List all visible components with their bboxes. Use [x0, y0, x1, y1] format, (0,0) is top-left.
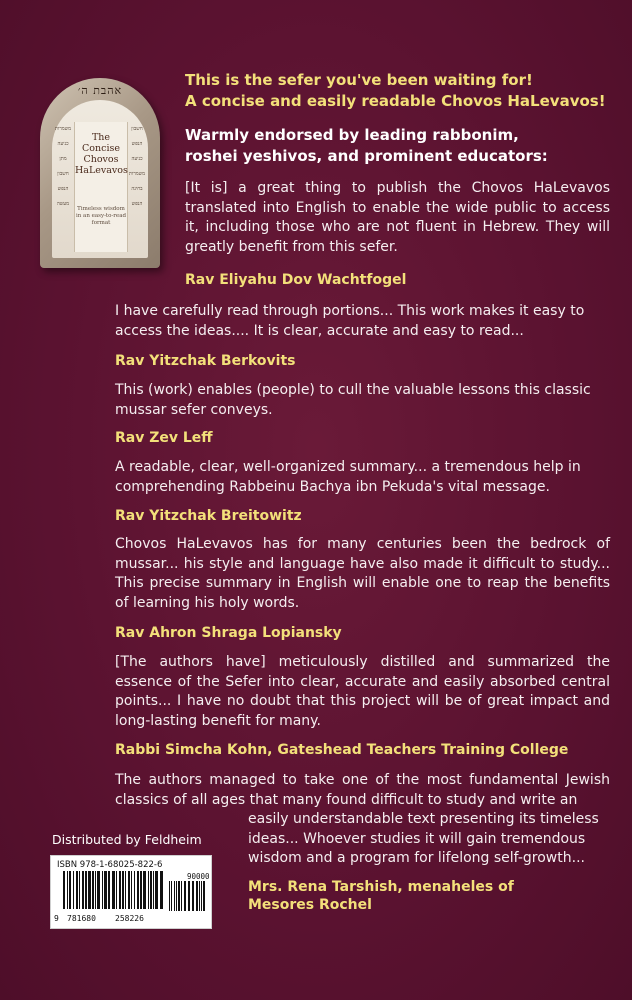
endorsement-author-line-2: Mesores Rochel	[248, 897, 372, 913]
tablet-subtitle-line: format	[91, 220, 111, 226]
endorsement-quote: A readable, clear, well-organized summary... a tremendous help in comprehending Rabbeinu Bachya ibn Pekuda's vital message.	[115, 459, 581, 495]
tablet-title-line: Chovos	[83, 154, 119, 165]
barcode-bar	[69, 871, 71, 909]
endorsement-quote: [The authors have] meticulously distilled and summarized the essence of the Sefer into clear, accurate and easily absorbed central points... I have no doubt that this project will be of great impact and long-lasting benefit for many.	[115, 654, 610, 729]
barcode-addon-bar	[181, 881, 182, 911]
endorsement-quote: The authors managed to take one of the most fundamental Jewish classics of all ages that many found difficult to study and write an	[115, 772, 610, 808]
endorsement-block	[115, 535, 610, 613]
barcode-bar	[119, 871, 121, 909]
barcode-bar	[76, 871, 78, 909]
barcode-bar	[134, 871, 135, 909]
barcode-bar	[108, 871, 110, 909]
barcode-bar	[104, 871, 107, 909]
barcode-bar	[63, 871, 65, 909]
endorsement-block	[115, 381, 610, 420]
barcode-bar	[137, 871, 139, 909]
endorsement-block	[115, 302, 610, 341]
barcode-bar	[148, 871, 149, 909]
barcode-addon-bar	[169, 881, 170, 911]
endorsement-author: Rav Yitzchak Berkovits	[115, 353, 296, 369]
endorsement-author	[248, 878, 514, 914]
endorsement-block	[115, 771, 610, 869]
barcode-bar	[95, 871, 96, 909]
barcode-bar	[125, 871, 126, 909]
tablet-cell: הנפש	[57, 186, 69, 192]
tablet-title-line: The	[91, 132, 111, 143]
tablet-cell: כניעה	[57, 141, 69, 147]
endorsement-quote-continued: easily understandable text presenting its timeless ideas... Whoever studies it will gain tremendous wisdom and a program for lifelong self-growth...	[248, 811, 599, 866]
barcode-bar	[143, 871, 146, 909]
endorsement-author: Rav Yitzchak Breitowitz	[115, 508, 302, 524]
tablet-left-column	[53, 126, 73, 207]
barcode-addon-bar	[178, 881, 180, 911]
endorsement-intro	[185, 125, 610, 167]
tablet-subtitle-line: in an easy-to-read	[75, 213, 126, 219]
headline-line-1: This is the sefer you've been waiting for!	[185, 71, 533, 89]
endorsement-author: Rav Ahron Shraga Lopiansky	[115, 625, 342, 641]
endorsement-block	[115, 653, 610, 731]
barcode-addon-bar	[196, 881, 198, 911]
endorsement-block	[115, 458, 610, 497]
barcode-bar	[150, 871, 152, 909]
tablet-cell: חשבון	[131, 126, 143, 132]
tablet-right-column	[127, 126, 147, 207]
tablet-cell: חשבון	[57, 171, 69, 177]
barcode-bar	[92, 871, 94, 909]
barcode-digits-left: 781680	[67, 914, 96, 923]
barcode-bar	[73, 871, 74, 909]
barcode-bar	[153, 871, 154, 909]
tablet-cell: הנפש	[131, 141, 143, 147]
barcode-bar	[67, 871, 68, 909]
barcode-bar	[102, 871, 103, 909]
tablet-center	[74, 122, 128, 252]
barcode-bar	[82, 871, 84, 909]
barcode-bar	[97, 871, 100, 909]
barcode-bar	[131, 871, 132, 909]
hebrew-banner: אהבת ה׳	[77, 84, 123, 97]
barcode-bar	[88, 871, 91, 909]
endorsement-quote: [It is] a great thing to publish the Chovos HaLevavos translated into English to enable the wide public to access it, including those who are not fluent in Hebrew. They will greatly benefit from this sefer.	[185, 180, 610, 255]
tablet-subtitle	[75, 206, 127, 227]
tablet-cell: מעשה	[56, 201, 70, 207]
barcode-digit-first: 9	[54, 914, 59, 923]
distributor-label: Distributed by Feldheim	[52, 832, 202, 847]
tablet-cell: הנפש	[131, 201, 143, 207]
tablet-book-title	[75, 132, 127, 176]
endorsement-author: Rav Eliyahu Dov Wachtfogel	[185, 272, 407, 288]
barcode-addon-bar	[174, 881, 175, 911]
endorsement-intro-line-2: roshei yeshivos, and prominent educators:	[185, 147, 548, 165]
barcode-digits-right: 258226	[115, 914, 144, 923]
barcode-addon-digits: 90000	[187, 872, 210, 881]
barcode-bar	[116, 871, 117, 909]
barcode-addon-bar	[171, 881, 172, 911]
endorsement-intro-line-1: Warmly endorsed by leading rabbonim,	[185, 126, 519, 144]
tablet-cell: כניעה	[131, 156, 143, 162]
endorsement-quote: Chovos HaLevavos has for many centuries been the bedrock of mussar... his style and language have also made it difficult to study... This precise summary in English will enable one to reap the benefits of learning his holy words.	[115, 536, 610, 611]
barcode-bar	[155, 871, 158, 909]
endorsement-author: Rav Zev Leff	[115, 430, 213, 446]
barcode-bars	[55, 871, 210, 915]
barcode-bar	[140, 871, 142, 909]
headline-line-2: A concise and easily readable Chovos HaLevavos!	[185, 92, 606, 110]
endorsement-quote: I have carefully read through portions... This work makes it easy to access the ideas.... It is clear, accurate and easy to read...	[115, 303, 585, 339]
barcode-bar	[122, 871, 124, 909]
barcode-addon-bar	[176, 881, 177, 911]
tablet-cell: משמרות	[54, 126, 72, 132]
barcode-addon-bar	[201, 881, 202, 911]
endorsement-author-line-1: Mrs. Rena Tarshish, menaheles of	[248, 879, 514, 895]
headline-block	[185, 70, 610, 257]
barcode-bar	[112, 871, 115, 909]
tablet-cell: מתן	[59, 156, 67, 162]
barcode-bar	[85, 871, 87, 909]
tablet-cell: משמרות	[128, 171, 146, 177]
tablet-panel	[52, 100, 148, 258]
barcode-bar	[160, 871, 163, 909]
barcode-bar	[79, 871, 80, 909]
barcode	[50, 855, 212, 929]
barcode-addon-bar	[203, 881, 205, 911]
tablet-title-line: HaLevavos	[75, 165, 128, 176]
endorsement-author: Rabbi Simcha Kohn, Gateshead Teachers Training College	[115, 742, 569, 758]
tablet-title-line: Concise	[82, 143, 120, 154]
barcode-addon-bar	[188, 881, 190, 911]
isbn-label: ISBN 978-1-68025-822-6	[57, 860, 163, 870]
book-arch-illustration	[40, 78, 160, 268]
barcode-addon-bar	[184, 881, 186, 911]
tablet-subtitle-line: Timeless wisdom	[77, 206, 125, 212]
barcode-addon-bar	[199, 881, 200, 911]
endorsement-quote: This (work) enables (people) to cull the valuable lessons this classic mussar sefer conveys.	[115, 382, 591, 418]
tablet-cell: בחינה	[131, 186, 143, 192]
barcode-bar	[128, 871, 130, 909]
barcode-addon-bar	[192, 881, 194, 911]
